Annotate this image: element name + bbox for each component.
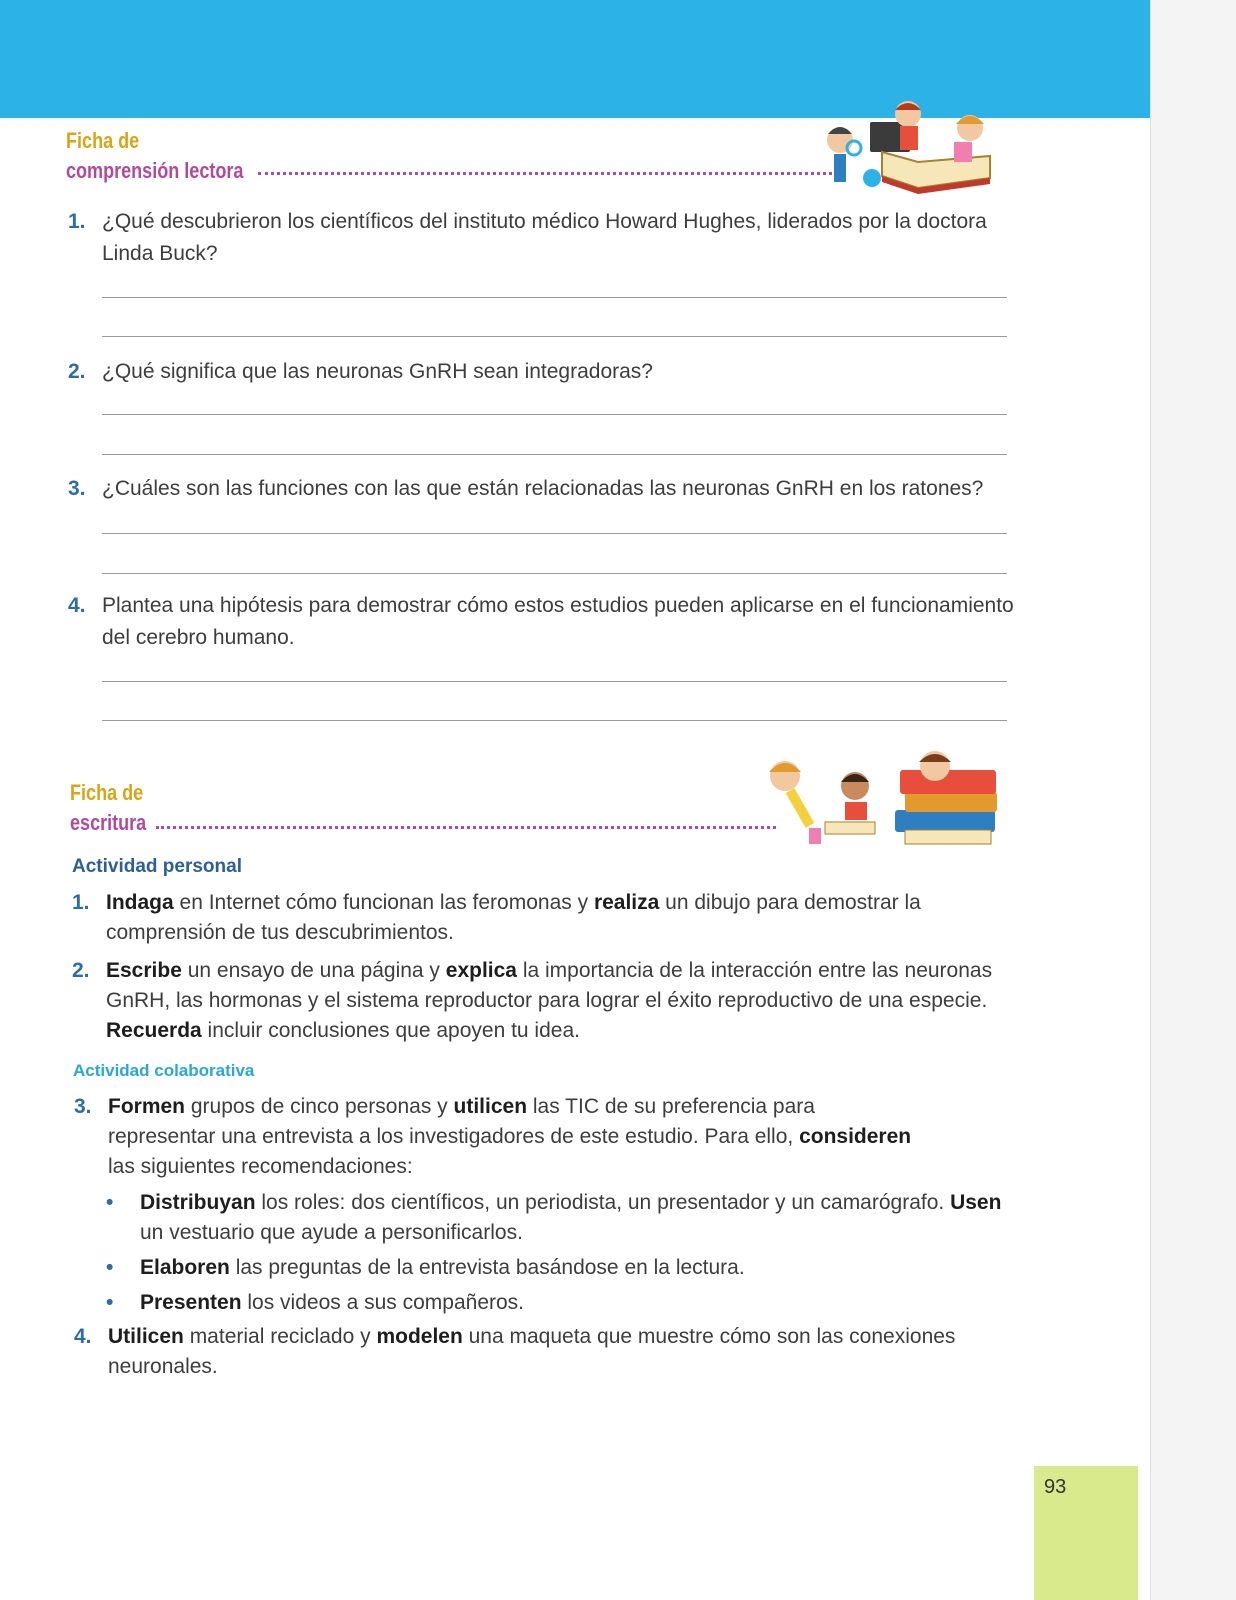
activity-3 — [74, 1092, 924, 1182]
question-text: Plantea una hipótesis para demostrar cómo estos estudios pueden aplicarse en el funcionamiento del cerebro humano. — [102, 594, 1014, 649]
bullet-dot: • — [106, 1291, 114, 1314]
question-number: 4. — [68, 594, 86, 617]
verb: Indaga — [106, 891, 174, 914]
answer-line[interactable] — [102, 297, 1007, 298]
text: las preguntas de la entrevista basándose en la lectura. — [229, 1256, 745, 1279]
activity-number: 4. — [74, 1325, 92, 1348]
text: un vestuario que ayude a personificarlos. — [140, 1221, 523, 1244]
kids-reading-illustration — [820, 92, 1000, 196]
dotted-rule — [156, 826, 776, 829]
kids-books-illustration — [755, 748, 1003, 852]
dotted-rule — [258, 172, 838, 175]
bullet-item — [106, 1188, 1006, 1248]
text: incluir conclusiones que apoyen tu idea. — [201, 1019, 580, 1042]
text: grupos de cinco personas y — [185, 1095, 454, 1118]
section-title-line2: escritura — [70, 810, 147, 835]
verb: Distribuyan — [140, 1191, 256, 1214]
question-3 — [68, 473, 1028, 505]
text: los videos a sus compañeros. — [241, 1291, 525, 1314]
text: las TIC de su preferencia para representar una entrevista a los investigadores de este estudio. Para ello, — [108, 1095, 815, 1148]
answer-line[interactable] — [102, 454, 1007, 455]
question-number: 1. — [68, 210, 86, 233]
bullet-dot: • — [106, 1256, 114, 1279]
verb: Utilicen — [108, 1325, 184, 1348]
activity-number: 2. — [72, 959, 90, 982]
answer-line[interactable] — [102, 573, 1007, 574]
text: en Internet cómo funcionan las feromonas y — [173, 891, 594, 914]
verb: Formen — [108, 1095, 186, 1118]
verb: consideren — [799, 1125, 912, 1148]
verb: explica — [445, 959, 517, 982]
page-edge — [1150, 0, 1236, 1600]
text: un dibujo para demostrar la comprensión de tus descubrimientos. — [106, 891, 921, 944]
verb: Usen — [950, 1191, 1002, 1214]
text: la importancia de la interacción entre las neuronas GnRH, las hormonas y el sistema reproductor para lograr el éxito reproductivo de una especie. — [106, 959, 993, 1012]
bullet-item — [106, 1288, 1006, 1318]
answer-line[interactable] — [102, 720, 1007, 721]
activity-number: 1. — [72, 891, 90, 914]
question-number: 2. — [68, 360, 86, 383]
text: los roles: dos científicos, un periodista, un presentador y un camarógrafo. — [255, 1191, 951, 1214]
question-1 — [68, 206, 1028, 270]
activity-2 — [72, 956, 1032, 1046]
personal-activity-heading: Actividad personal — [72, 856, 242, 877]
question-4 — [68, 590, 1028, 654]
verb: Recuerda — [106, 1019, 202, 1042]
bullet-dot: • — [106, 1191, 114, 1214]
verb: Elaboren — [140, 1256, 230, 1279]
verb: realiza — [593, 891, 660, 914]
verb: Presenten — [140, 1291, 242, 1314]
question-text: ¿Qué significa que las neuronas GnRH sean integradoras? — [102, 360, 653, 383]
section-title-line2: comprensión lectora — [66, 158, 244, 183]
answer-line[interactable] — [102, 414, 1007, 415]
question-2 — [68, 356, 1028, 388]
verb: modelen — [376, 1325, 463, 1348]
section-title-line1: Ficha de — [66, 128, 140, 153]
question-number: 3. — [68, 477, 86, 500]
section-title-escritura — [70, 778, 146, 838]
bullet-item — [106, 1253, 1006, 1283]
answer-line[interactable] — [102, 336, 1007, 337]
answer-line[interactable] — [102, 533, 1007, 534]
verb: Escribe — [106, 959, 182, 982]
question-text: ¿Qué descubrieron los científicos del instituto médico Howard Hughes, liderados por la doctora Linda Buck? — [102, 210, 987, 265]
text: una maqueta que muestre cómo son las conexiones neuronales. — [108, 1325, 956, 1378]
question-text: ¿Cuáles son las funciones con las que están relacionadas las neuronas GnRH en los ratones? — [102, 477, 984, 500]
text: las siguientes recomendaciones: — [108, 1155, 413, 1178]
text: un ensayo de una página y — [181, 959, 446, 982]
section-title-line1: Ficha de — [70, 780, 144, 805]
collab-activity-heading: Actividad colaborativa — [73, 1061, 255, 1080]
page-number: 93 — [1044, 1476, 1067, 1498]
activity-4 — [74, 1322, 974, 1382]
text: material reciclado y — [183, 1325, 377, 1348]
activity-number: 3. — [74, 1095, 92, 1118]
verb: utilicen — [453, 1095, 528, 1118]
answer-line[interactable] — [102, 681, 1007, 682]
section-title-comprension — [66, 126, 243, 186]
activity-1 — [72, 888, 1032, 948]
